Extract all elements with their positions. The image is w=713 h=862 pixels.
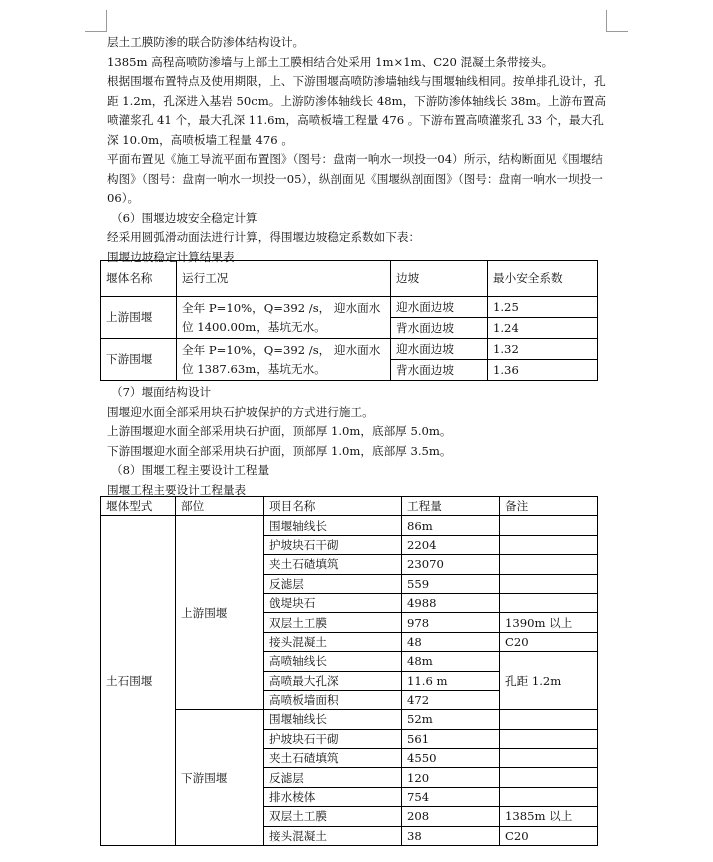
item-qty-cell: 23070	[402, 555, 500, 574]
factor-cell: 1.36	[488, 360, 598, 381]
item-note-cell: C20	[500, 826, 598, 845]
item-note-cell: 1385m 以上	[500, 807, 598, 826]
item-name-cell: 围堰轴线长	[264, 516, 402, 535]
item-qty-cell: 472	[402, 690, 500, 709]
item-qty-cell: 52m	[402, 710, 500, 729]
item-qty-cell: 48	[402, 632, 500, 651]
table-header-cell: 边坡	[391, 261, 488, 297]
item-name-cell: 高喷轴线长	[264, 652, 402, 671]
section-heading: （7）堰面结构设计	[111, 385, 212, 399]
table-header-cell: 堰体名称	[101, 261, 177, 297]
item-qty-cell: 2204	[402, 535, 500, 554]
item-note-cell	[500, 516, 598, 535]
item-qty-cell: 4988	[402, 593, 500, 612]
table-header-cell: 最小安全系数	[488, 261, 598, 297]
item-qty-cell: 38	[402, 826, 500, 845]
table-header-row	[101, 497, 598, 516]
item-name-cell: 接头混凝土	[264, 826, 402, 845]
paragraph: 平面布置见《施工导流平面布置图》（图号：盘南一响水一坝投一04）所示，结构断面见《围堰结构图》（图号：盘南一响水一坝投一05），纵剖面见《围堰纵剖面图》（图号：盘南一响水一坝投一06）。	[107, 152, 603, 205]
table-header-cell: 项目名称	[264, 497, 402, 516]
item-qty-cell: 48m	[402, 652, 500, 671]
table-header-row	[101, 261, 598, 297]
item-note-cell	[500, 535, 598, 554]
item-name-cell: 高喷板墙面积	[264, 690, 402, 709]
table-header-cell: 运行工况	[177, 261, 391, 297]
condition-cell: 全年 P=10%，Q=392 /s， 迎水面水位 1400.00m，基坑无水。	[177, 297, 391, 339]
item-name-cell: 反滤层	[264, 768, 402, 787]
paragraph: 下游围堰迎水面全部采用块石护面，顶部厚 1.0m，底部厚 3.5m。	[107, 443, 452, 458]
slope-cell: 迎水面边坡	[391, 297, 488, 318]
item-name-cell: 双层土工膜	[264, 807, 402, 826]
item-name-cell: 反滤层	[264, 574, 402, 593]
page-corner-mark-left-v	[106, 10, 107, 31]
table-header-cell: 部位	[176, 497, 264, 516]
item-name-cell: 夹土石碴填筑	[264, 555, 402, 574]
item-note-cell	[500, 555, 598, 574]
table-row	[101, 516, 598, 535]
item-name-cell: 戗堤块石	[264, 593, 402, 612]
page-corner-mark-right-v	[606, 10, 607, 31]
condition-cell: 全年 P=10%，Q=392 /s， 迎水面水位 1387.63m，基坑无水。	[177, 339, 391, 381]
item-name-cell: 护坡块石干砌	[264, 729, 402, 748]
table-caption: 围堰工程主要设计工程量表	[107, 482, 247, 497]
paragraph: 1385m 高程高喷防渗墙与上部土工膜相结合处采用 1m×1m、C20 混凝土条带接头。	[107, 54, 554, 69]
item-qty-cell: 120	[402, 768, 500, 787]
paragraph: 上游围堰迎水面全部采用块石护面，顶部厚 1.0m，底部厚 5.0m。	[107, 424, 452, 438]
document-body	[107, 33, 607, 267]
item-name-cell: 接头混凝土	[264, 632, 402, 651]
item-qty-cell: 559	[402, 574, 500, 593]
paragraph: 层土工膜防渗的联合防渗体结构设计。	[107, 35, 305, 49]
paragraph: 根据围堰布置特点及使用期限，上、下游围堰高喷防渗墙轴线与围堰轴线相同。按单排孔设计，孔距 1.2m，孔深进入基岩 50cm。上游防渗体轴线长 48m，下游防渗体轴线长 38m。上游布置高喷灌浆孔 41 个，最大孔深 11.6m，高喷板墙工程量 476 。下游布置高喷灌浆孔 33 个，最大孔深 10.0m，高喷板墙工程量 476 。	[107, 74, 606, 147]
item-note-cell	[500, 787, 598, 806]
item-note-cell: 1390m 以上	[500, 613, 598, 632]
item-note-cell	[500, 729, 598, 748]
part-cell: 下游围堰	[176, 710, 264, 846]
item-note-cell	[500, 710, 598, 729]
table-row	[101, 339, 598, 360]
table-row	[101, 297, 598, 318]
factor-cell: 1.25	[488, 297, 598, 318]
item-qty-cell: 11.6 m	[402, 671, 500, 690]
quantity-table	[100, 496, 598, 846]
item-note-cell	[500, 749, 598, 768]
section-7-block	[107, 383, 607, 500]
slope-cell: 迎水面边坡	[391, 339, 488, 360]
section-heading: （6）围堰边坡安全稳定计算	[111, 210, 258, 225]
table-row	[101, 710, 598, 729]
slope-stability-table	[100, 260, 598, 381]
item-note-cell	[500, 574, 598, 593]
dam-type-cell: 土石围堰	[101, 516, 176, 846]
paragraph: 围堰迎水面全部采用块石护坡保护的方式进行施工。	[107, 404, 374, 419]
page-corner-mark-left-h	[85, 31, 107, 32]
item-name-cell: 夹土石碴填筑	[264, 749, 402, 768]
dam-name-cell: 下游围堰	[101, 339, 177, 381]
factor-cell: 1.32	[488, 339, 598, 360]
item-name-cell: 高喷最大孔深	[264, 671, 402, 690]
page-corner-mark-right-h	[606, 31, 628, 32]
factor-cell: 1.24	[488, 318, 598, 339]
item-qty-cell: 86m	[402, 516, 500, 535]
table-header-cell: 工程量	[402, 497, 500, 516]
item-note-cell: C20	[500, 632, 598, 651]
paragraph: 经采用圆弧滑动面法进行计算，得围堰边坡稳定系数如下表：	[107, 230, 421, 244]
item-qty-cell: 208	[402, 807, 500, 826]
slope-cell: 背水面边坡	[391, 360, 488, 381]
slope-cell: 背水面边坡	[391, 318, 488, 339]
item-qty-cell: 4550	[402, 749, 500, 768]
item-name-cell: 排水棱体	[264, 787, 402, 806]
item-note-cell: 孔距 1.2m	[500, 652, 598, 710]
item-qty-cell: 754	[402, 787, 500, 806]
item-note-cell	[500, 593, 598, 612]
table-header-cell: 堰体型式	[101, 497, 176, 516]
section-heading: （8）围堰工程主要设计工程量	[111, 463, 270, 477]
table-caption: 围堰边坡稳定计算结果表	[107, 249, 235, 264]
part-cell: 上游围堰	[176, 516, 264, 710]
item-qty-cell: 978	[402, 613, 500, 632]
item-name-cell: 双层土工膜	[264, 613, 402, 632]
table-header-cell: 备注	[500, 497, 598, 516]
item-name-cell: 护坡块石干砌	[264, 535, 402, 554]
item-name-cell: 围堰轴线长	[264, 710, 402, 729]
item-note-cell	[500, 768, 598, 787]
item-qty-cell: 561	[402, 729, 500, 748]
dam-name-cell: 上游围堰	[101, 297, 177, 339]
